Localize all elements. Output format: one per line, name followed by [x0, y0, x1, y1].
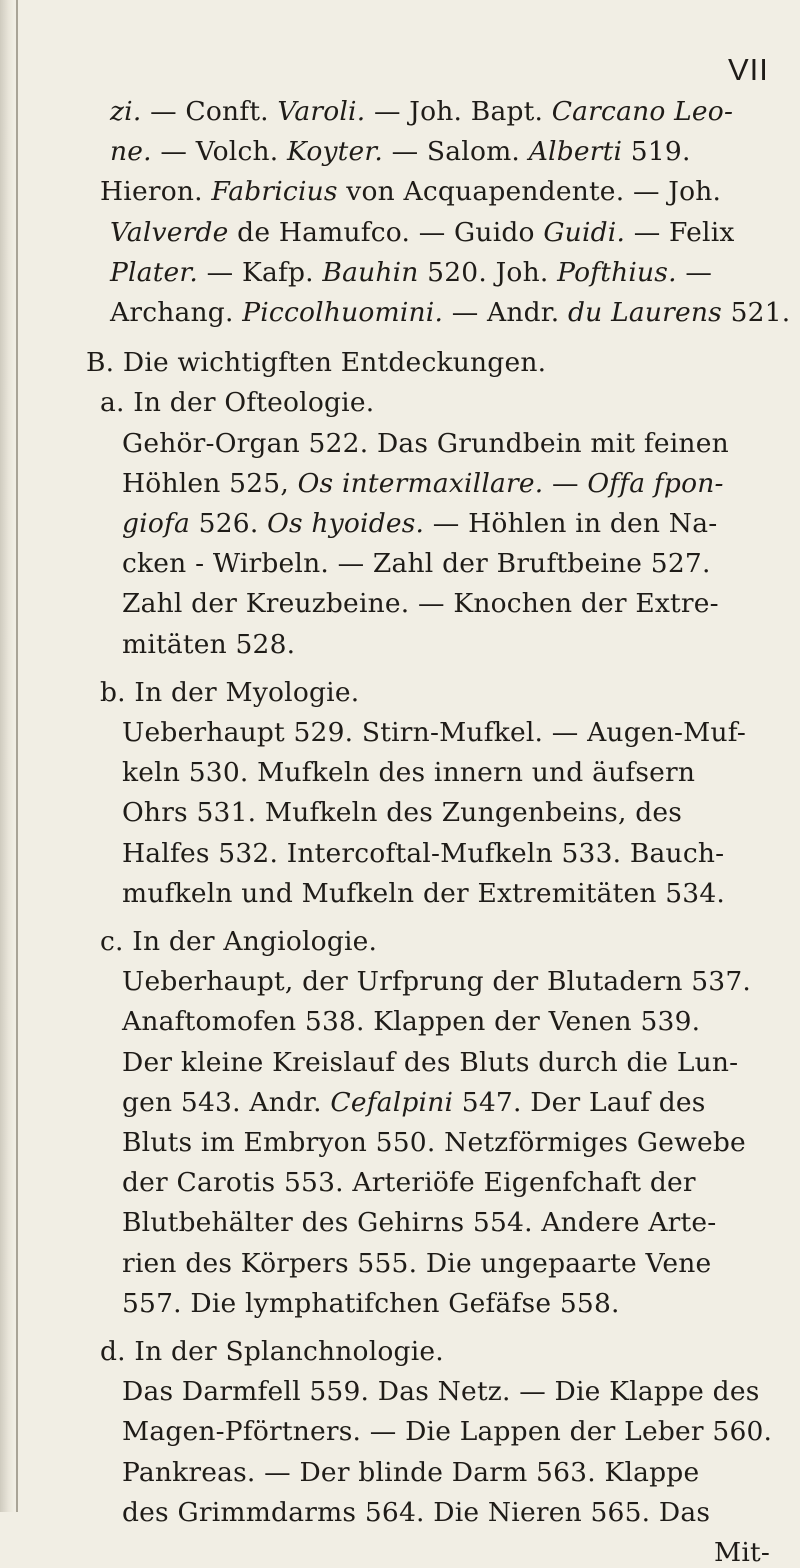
text-line	[100, 387, 374, 418]
text-span: a. In der Ofteologie.	[100, 387, 375, 419]
text-line	[122, 1087, 706, 1118]
text-line	[122, 797, 682, 828]
text-span: de Hamufco. — Guido	[228, 216, 544, 248]
text-span: 557. Die lymphatifchen Gefäfse 558.	[122, 1287, 620, 1319]
text-span: Blutbehälter des Gehirns 554. Andere Arte-	[122, 1207, 717, 1239]
text-span: B. Die wichtigften Entdeckungen.	[86, 347, 547, 379]
text-line	[122, 508, 717, 539]
text-span: Zahl der Kreuzbeine. — Knochen der Extre-	[122, 588, 719, 620]
italic-text: Piccolhuomini.	[242, 297, 444, 328]
text-span: — Andr.	[443, 297, 569, 328]
text-span: Halfes 532. Intercoftal-Mufkeln 533. Bauch-	[122, 837, 725, 869]
text-span: mitäten 528.	[122, 628, 296, 660]
text-line	[122, 1416, 772, 1447]
text-span: rien des Körpers 555. Die ungepaarte Vene	[122, 1247, 712, 1279]
text-line	[110, 96, 733, 127]
italic-text: giofa	[122, 508, 191, 539]
text-line	[122, 428, 729, 459]
text-span: Anaftomofen 538. Klappen der Venen 539.	[122, 1006, 701, 1038]
text-line	[122, 838, 724, 869]
italic-text: Carcano Leo-	[551, 96, 734, 127]
text-line	[110, 217, 735, 248]
text-line	[122, 717, 746, 748]
text-line	[122, 588, 719, 619]
text-span: Höhlen 525,	[122, 467, 298, 499]
text-line	[122, 1497, 710, 1528]
text-span: 526.	[190, 508, 268, 539]
text-line	[122, 1207, 716, 1238]
italic-text: Koyter.	[287, 136, 383, 168]
text-span: der Carotis 553. Arteriöfe Eigenfchaft der	[122, 1167, 696, 1199]
text-line	[110, 297, 790, 328]
text-line	[122, 629, 295, 660]
text-span: — Kafp.	[198, 256, 323, 288]
italic-text: du Laurens	[568, 297, 722, 328]
text-span: — Joh. Bapt.	[365, 96, 552, 127]
text-line	[122, 548, 711, 579]
text-line	[122, 1376, 760, 1407]
text-line	[122, 1167, 696, 1198]
italic-text: Offa fpon-	[587, 467, 724, 499]
text-span: gen 543. Andr.	[122, 1086, 331, 1118]
text-line	[122, 1006, 700, 1037]
text-span: von Acquapendente. — Joh.	[337, 176, 722, 208]
text-span: cken - Wirbeln. — Zahl der Bruftbeine 527.	[122, 548, 711, 580]
text-line	[122, 878, 725, 909]
italic-text: Cefalpini	[330, 1086, 454, 1118]
text-line	[100, 926, 377, 957]
text-span: — Salom.	[382, 136, 529, 168]
text-span: — Höhlen in den Na-	[424, 508, 718, 539]
text-span: Der kleine Kreislauf des Bluts durch die Lun-	[122, 1046, 739, 1078]
italic-text: Plater.	[110, 256, 199, 288]
italic-text: ne.	[110, 136, 152, 168]
text-span: keln 530. Mufkeln des innern und äufsern	[122, 757, 696, 789]
text-line	[86, 347, 546, 378]
text-line	[122, 1248, 711, 1279]
italic-text: zi.	[110, 96, 142, 127]
text-span: Gehör-Organ 522. Das Grundbein mit feinen	[122, 427, 729, 459]
catchword: Mit-	[713, 1537, 770, 1568]
text-span: des Grimmdarms 564. Die Nieren 565. Das	[122, 1496, 711, 1528]
text-line	[100, 677, 359, 708]
text-span: — Conft.	[141, 96, 278, 127]
text-span: 519.	[622, 136, 691, 168]
italic-text: Os intermaxillare.	[297, 467, 544, 499]
text-span: b. In der Myologie.	[100, 676, 360, 708]
italic-text: Valverde	[110, 216, 229, 248]
text-span: Ueberhaupt 529. Stirn-Mufkel. — Augen-Muf-	[122, 717, 746, 748]
text-span: — Volch.	[151, 136, 288, 168]
text-line	[122, 757, 695, 788]
page-number: VII	[728, 52, 769, 87]
text-span: 521.	[721, 297, 791, 328]
text-line	[122, 1127, 746, 1158]
text-line	[110, 136, 691, 167]
text-line	[122, 1288, 620, 1319]
italic-text: Bauhin	[322, 256, 419, 288]
text-span: Magen-Pförtners. — Die Lappen der Leber 560.	[122, 1416, 773, 1448]
text-line	[110, 257, 712, 288]
text-span: d. In der Splanchnologie.	[100, 1336, 444, 1367]
text-span: Bluts im Embryon 550. Netzförmiges Gewebe	[122, 1127, 746, 1158]
text-span: —	[676, 256, 713, 288]
gutter-line	[16, 0, 18, 1512]
text-span: Pankreas. — Der blinde Darm 563. Klappe	[122, 1456, 700, 1488]
text-span: Das Darmfell 559. Das Netz. — Die Klappe des	[122, 1376, 760, 1408]
text-span: mufkeln und Mufkeln der Extremitäten 534.	[122, 877, 726, 909]
text-span: Ohrs 531. Mufkeln des Zungenbeins, des	[122, 797, 683, 829]
text-span: —	[543, 467, 588, 499]
text-line	[122, 468, 724, 499]
text-span: — Felix	[625, 216, 735, 248]
text-span: Archang.	[110, 297, 243, 328]
italic-text: Os hyoides.	[267, 508, 425, 539]
italic-text: Fabricius	[211, 176, 338, 208]
text-span: Ueberhaupt, der Urfprung der Blutadern 537.	[122, 966, 752, 998]
text-span: 520. Joh.	[418, 256, 558, 288]
italic-text: Pofthius.	[557, 256, 677, 288]
text-line	[122, 966, 751, 997]
text-span: Hieron.	[100, 176, 212, 208]
text-line	[100, 1336, 444, 1367]
italic-text: Guidi.	[543, 216, 626, 248]
text-line	[100, 176, 721, 207]
text-span: 547. Der Lauf des	[453, 1086, 706, 1118]
page-edge-shadow	[0, 0, 14, 1512]
italic-text: Alberti	[528, 136, 623, 168]
text-line	[122, 1047, 738, 1078]
text-span: c. In der Angiologie.	[100, 926, 378, 957]
text-line	[122, 1457, 699, 1488]
italic-text: Varoli.	[277, 96, 366, 127]
